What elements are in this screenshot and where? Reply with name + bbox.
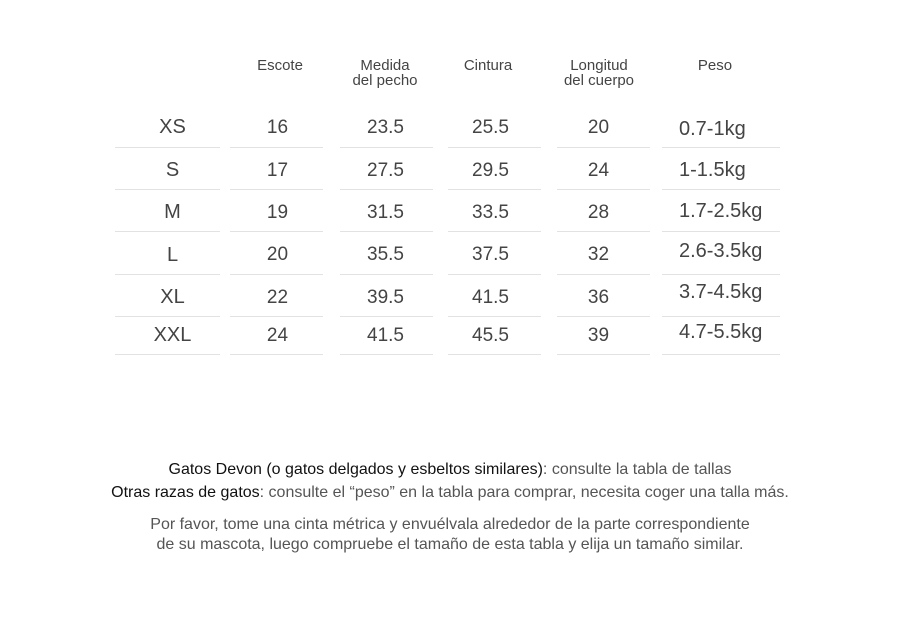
cintura-cell: 37.5: [472, 244, 509, 265]
peso-cell: 3.7-4.5kg: [679, 281, 763, 303]
separator-line: [230, 354, 323, 355]
longitud-cell: 24: [587, 160, 610, 181]
peso-cell: 0.7-1kg: [679, 118, 746, 140]
escote-cell: 19: [266, 202, 289, 223]
separator-line: [557, 274, 650, 275]
size-cell: XXL: [153, 324, 192, 346]
note-other-breeds: [0, 482, 900, 503]
header-escote-label: Escote: [257, 57, 303, 74]
header-pecho-line2: del pecho: [352, 72, 418, 89]
pecho-cell: 23.5: [367, 117, 404, 138]
note-measure-line1: Por favor, tome una cinta métrica y envuélvala alrededor de la parte correspondiente: [150, 516, 750, 533]
separator-line: [557, 231, 650, 232]
separator-line: [557, 354, 650, 355]
separator-line: [557, 189, 650, 190]
separator-line: [340, 147, 433, 148]
escote-cell: 24: [266, 325, 289, 346]
header-longitud: [549, 58, 649, 88]
separator-line: [557, 147, 650, 148]
peso-cell: 4.7-5.5kg: [679, 321, 763, 343]
cintura-cell: 41.5: [472, 287, 509, 308]
size-cell: S: [165, 159, 180, 181]
longitud-cell: 36: [587, 287, 610, 308]
separator-line: [662, 316, 780, 317]
header-longitud-line2: del cuerpo: [563, 72, 635, 89]
header-pecho-line1: Medida: [360, 57, 410, 74]
separator-line: [448, 274, 541, 275]
pecho-cell: 27.5: [367, 160, 404, 181]
separator-line: [115, 231, 220, 232]
header-peso: [675, 58, 755, 73]
separator-line: [230, 189, 323, 190]
size-cell: M: [164, 201, 181, 223]
note-other-rest: : consulte el “peso” en la tabla para comprar, necesita coger una talla más.: [259, 484, 789, 501]
escote-cell: 17: [266, 160, 289, 181]
separator-line: [340, 189, 433, 190]
separator-line: [340, 316, 433, 317]
size-cell: XS: [159, 116, 186, 138]
header-escote: [240, 58, 320, 73]
separator-line: [230, 316, 323, 317]
header-cintura: [448, 58, 528, 73]
separator-line: [557, 316, 650, 317]
longitud-cell: 20: [587, 117, 610, 138]
header-cintura-label: Cintura: [463, 57, 513, 74]
separator-line: [230, 274, 323, 275]
note-devon: [0, 459, 900, 480]
longitud-cell: 32: [587, 244, 610, 265]
separator-line: [230, 231, 323, 232]
separator-line: [340, 354, 433, 355]
header-peso-label: Peso: [697, 57, 733, 74]
separator-line: [662, 231, 780, 232]
cintura-cell: 25.5: [472, 117, 509, 138]
separator-line: [115, 147, 220, 148]
separator-line: [340, 274, 433, 275]
pecho-cell: 35.5: [367, 244, 404, 265]
pecho-cell: 31.5: [367, 202, 404, 223]
longitud-cell: 28: [587, 202, 610, 223]
size-cell: XL: [160, 286, 185, 308]
size-cell: L: [166, 244, 179, 266]
separator-line: [662, 189, 780, 190]
cintura-cell: 45.5: [472, 325, 509, 346]
separator-line: [448, 316, 541, 317]
peso-cell: 1-1.5kg: [679, 159, 746, 181]
note-devon-rest: : consulte la tabla de tallas: [542, 461, 732, 478]
escote-cell: 20: [266, 244, 289, 265]
separator-line: [448, 354, 541, 355]
note-devon-bold: Gatos Devon (o gatos delgados y esbeltos similares): [168, 461, 543, 478]
pecho-cell: 39.5: [367, 287, 404, 308]
separator-line: [662, 147, 780, 148]
note-measure-line2: de su mascota, luego compruebe el tamaño de esta tabla y elija un tamaño similar.: [156, 536, 744, 553]
peso-cell: 1.7-2.5kg: [679, 200, 763, 222]
header-pecho: [335, 58, 435, 88]
separator-line: [230, 147, 323, 148]
longitud-cell: 39: [587, 325, 610, 346]
separator-line: [448, 147, 541, 148]
pecho-cell: 41.5: [367, 325, 404, 346]
separator-line: [662, 354, 780, 355]
cintura-cell: 33.5: [472, 202, 509, 223]
separator-line: [448, 189, 541, 190]
escote-cell: 16: [266, 117, 289, 138]
separator-line: [448, 231, 541, 232]
separator-line: [115, 189, 220, 190]
separator-line: [115, 274, 220, 275]
separator-line: [115, 354, 220, 355]
escote-cell: 22: [266, 287, 289, 308]
separator-line: [340, 231, 433, 232]
note-other-bold: Otras razas de gatos: [111, 484, 260, 501]
peso-cell: 2.6-3.5kg: [679, 240, 763, 262]
separator-line: [662, 274, 780, 275]
cintura-cell: 29.5: [472, 160, 509, 181]
header-longitud-line1: Longitud: [570, 57, 628, 74]
separator-line: [115, 316, 220, 317]
